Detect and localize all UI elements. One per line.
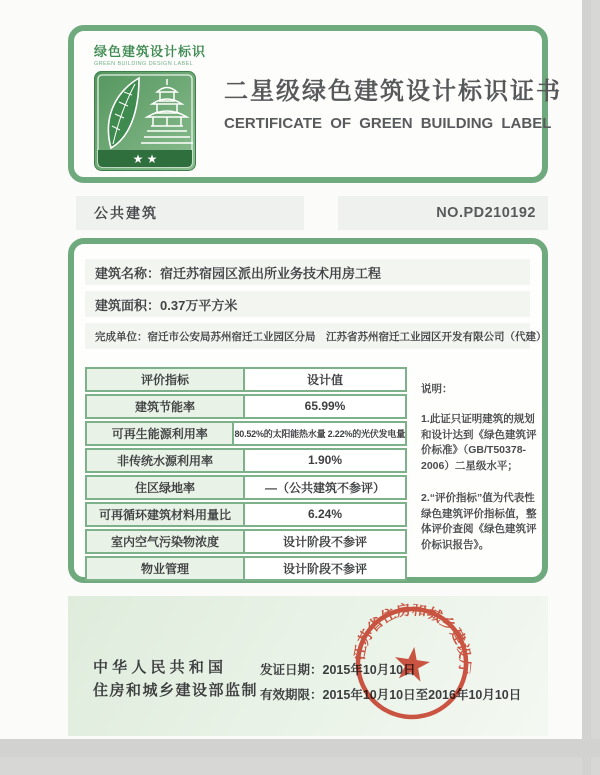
note-item: 2.“评价指标”值为代表性绿色建筑评价指标值，整体评价查阅《绿色建筑评价标识报告》。 <box>421 491 537 551</box>
badge-stars: ★ ★ <box>132 152 158 166</box>
row-value: 设计阶段不参评 <box>245 531 405 552</box>
header-indicator: 评价指标 <box>87 369 245 390</box>
info-value: 0.37万平方米 <box>160 297 238 313</box>
table-row <box>85 556 407 581</box>
certificate-title-cn: 二星级绿色建筑设计标识证书 <box>224 78 562 105</box>
scan-edge <box>0 739 600 757</box>
table-row <box>85 475 407 500</box>
official-stamp <box>345 596 478 729</box>
row-label: 室内空气污染物浓度 <box>87 531 245 552</box>
logo-title-en: GREEN BUILDING DESIGN LABEL <box>94 61 194 67</box>
header-frame <box>68 25 562 183</box>
building-type-box <box>76 196 304 230</box>
row-value: 1.90% <box>245 450 405 471</box>
info-label: 建筑名称： <box>95 265 161 281</box>
row-label: 住区绿地率 <box>87 477 245 498</box>
issuer-ministry: 住房和城乡建设部监制 <box>93 682 259 699</box>
info-value: 宿迁苏宿园区派出所业务技术用房工程 <box>160 265 382 281</box>
certificate-title-en: CERTIFICATE OF GREEN BUILDING LABEL <box>224 115 552 132</box>
green-building-badge-icon <box>94 71 196 171</box>
notes <box>421 382 537 570</box>
table-row <box>85 394 407 419</box>
logo-title-cn: 绿色建筑设计标识 <box>94 44 207 59</box>
row-label: 建筑节能率 <box>87 396 245 417</box>
info-row-building-area <box>85 291 530 317</box>
table-row <box>85 502 407 527</box>
row-value: 80.52%的太阳能热水量 2.22%的光伏发电量 <box>234 423 405 444</box>
validity-line: 有效期限：2015年10月10日至2016年10月10日 <box>260 688 522 702</box>
content-frame <box>68 238 548 583</box>
table-row <box>85 448 407 473</box>
issuer-country: 中 华 人 民 共 和 国 <box>93 659 224 676</box>
note-item: 1.此证只证明建筑的规划和设计达到《绿色建筑评价标准》（GB/T50378-2006）二星级水平； <box>421 412 537 472</box>
info-value: 宿迁市公安局苏州宿迁工业园区分局 江苏省苏州宿迁工业园区开发有限公司（代建） <box>147 330 547 343</box>
building-type-label: 公共建筑 <box>94 205 158 221</box>
stamp-star-icon: ★ <box>387 635 436 693</box>
scan-edge <box>582 0 591 775</box>
issuer-block <box>93 656 258 702</box>
row-label: 非传统水源利用率 <box>87 450 245 471</box>
issue-date-line: 发证日期：2015年10月10日 <box>260 663 416 677</box>
notes-title: 说明： <box>421 383 453 395</box>
table-row <box>85 421 407 446</box>
row-label: 可再循环建筑材料用量比 <box>87 504 245 525</box>
row-value: 设计阶段不参评 <box>245 558 405 579</box>
header-design-value: 设计值 <box>245 369 405 390</box>
certificate-number-box <box>338 196 548 230</box>
certificate-title <box>224 71 562 132</box>
validity-date: 2015年10月10日至2016年10月10日 <box>322 688 522 702</box>
info-row-building-name <box>85 259 530 285</box>
row-value: 65.99% <box>245 396 405 417</box>
row-label: 可再生能源利用率 <box>87 423 234 444</box>
table-row <box>85 529 407 554</box>
table-header-row <box>85 367 407 392</box>
row-value: —（公共建筑不参评） <box>245 477 405 498</box>
info-label: 建筑面积： <box>95 297 161 313</box>
issue-date: 2015年10月10日 <box>322 663 416 677</box>
row-label: 物业管理 <box>87 558 245 579</box>
indicator-table <box>85 367 407 583</box>
info-row-completing-unit <box>85 323 547 349</box>
stamp-text: 江苏省住房和城乡建设厅 <box>351 602 473 675</box>
info-label: 完成单位： <box>95 330 148 343</box>
green-building-label-logo <box>94 41 224 171</box>
certificate-number: NO.PD210192 <box>436 205 536 221</box>
row-value: 6.24% <box>245 504 405 525</box>
